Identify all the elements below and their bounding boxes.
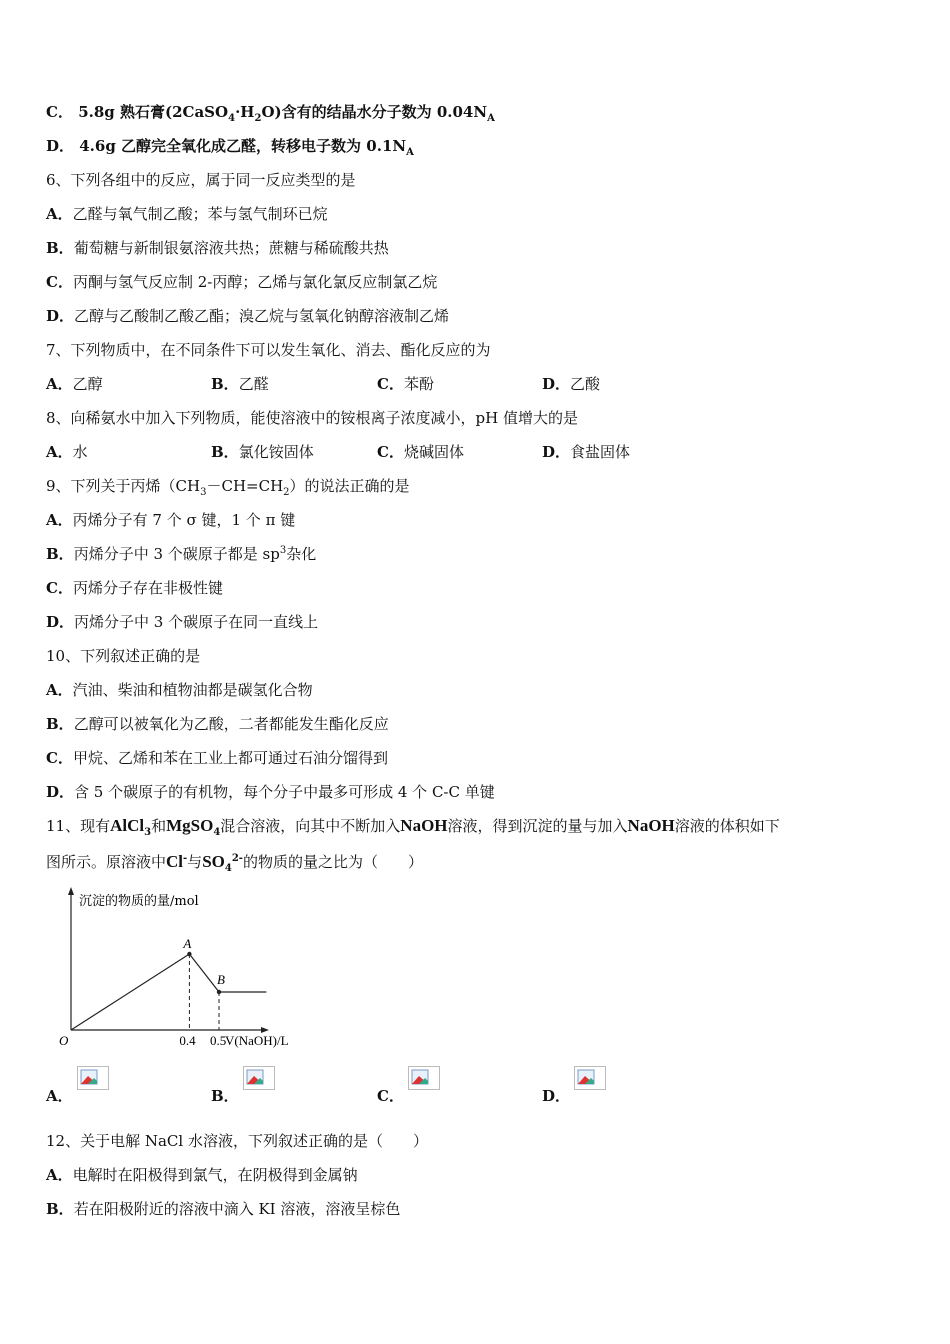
q11-option-d: D．	[542, 1086, 606, 1110]
q6-option-b: B．葡萄糖与新制银氨溶液共热；蔗糖与稀硫酸共热	[46, 239, 389, 257]
q5-option-d: D． 4.6g 乙醇完全氧化成乙醛，转移电子数为 $0.1N_A$	[46, 137, 414, 158]
q11-option-b: B．	[211, 1086, 275, 1110]
q6-option-d: D．乙醇与乙酸制乙酸乙酯；溴乙烷与氢氧化钠醇溶液制乙烯	[46, 307, 450, 325]
q12-option-b: B．若在阳极附近的溶液中滴入 KI 溶液，溶液呈棕色	[46, 1200, 401, 1218]
broken-image-icon	[408, 1066, 440, 1090]
x-tick-label-0.4: 0.4	[179, 1033, 196, 1048]
series-line-fall	[189, 954, 219, 992]
q7-stem: 7、下列物质中，在不同条件下可以发生氧化、消去、酯化反应的为	[46, 341, 491, 359]
point-b	[217, 990, 221, 994]
point-a	[187, 952, 191, 956]
q9-option-b: B．丙烯分子中 3 个碳原子都是 $sp^3$杂化	[46, 545, 317, 563]
q11-option-a: A．	[46, 1086, 109, 1110]
q7-option-c: C．苯酚	[377, 375, 434, 393]
broken-image-icon	[574, 1066, 606, 1090]
q8-option-b: B．氯化铵固体	[211, 443, 314, 461]
q7-option-b: B．乙醛	[211, 375, 269, 393]
precipitate-chart	[55, 885, 320, 1055]
point-label-b: B	[217, 972, 225, 987]
q11-option-c: C．	[377, 1086, 440, 1110]
q10-stem: 10、下列叙述正确的是	[46, 647, 201, 665]
broken-image-icon	[243, 1066, 275, 1090]
q6-option-c: C．丙酮与氢气反应制 2-丙醇；乙烯与氯化氯反应制氯乙烷	[46, 273, 438, 291]
broken-image-icon	[77, 1066, 109, 1090]
q8-option-c: C．烧碱固体	[377, 443, 464, 461]
q11-stem-line1: 11、现有AlCl$_3$和MgSO$_4$混合溶液，向其中不断加入NaOH溶液，得到沉淀的量与加入NaOH溶液的体积如下	[46, 816, 780, 838]
q12-stem: 12、关于电解 NaCl 水溶液，下列叙述正确的是（ ）	[46, 1132, 428, 1150]
q6-option-a: A．乙醛与氧气制乙酸；苯与氢气制环已烷	[46, 205, 328, 223]
q12-option-a: A．电解时在阳极得到氯气，在阴极得到金属钠	[46, 1166, 358, 1184]
q7-option-a: A．乙醇	[46, 375, 103, 393]
point-label-a: A	[183, 936, 192, 951]
series-line-rise	[71, 954, 189, 1030]
q6-stem: 6、下列各组中的反应，属于同一反应类型的是	[46, 171, 356, 189]
q10-option-b: B．乙醇可以被氧化为乙酸，二者都能发生酯化反应	[46, 715, 389, 733]
q5-option-c: C． 5.8g 熟石膏$(2CaSO_4\cdot H_2O)$含有的结晶水分子数为 $0.04N_A$	[46, 103, 495, 124]
x-axis-label: V(NaOH)/L	[225, 1033, 289, 1048]
q8-stem: 8、向稀氨水中加入下列物质，能使溶液中的铵根离子浓度减小，pH 值增大的是	[46, 409, 578, 427]
q11-stem-line2: 图所示。原溶液中Cl-与$SO_4^{2-}$的物质的量之比为（ ）	[46, 852, 423, 874]
q8-option-d: D．食盐固体	[542, 443, 631, 461]
q10-option-c: C．甲烷、乙烯和苯在工业上都可通过石油分馏得到	[46, 749, 388, 767]
q9-option-d: D．丙烯分子中 3 个碳原子在同一直线上	[46, 613, 319, 631]
q7-option-d: D．乙酸	[542, 375, 601, 393]
q9-option-c: C．丙烯分子存在非极性键	[46, 579, 223, 597]
q8-option-a: A．水	[46, 443, 88, 461]
y-axis-label: 沉淀的物质的量/mol	[79, 894, 199, 909]
q9-option-a: A．丙烯分子有 7 个 σ 键，1 个 π 键	[46, 511, 296, 529]
q10-option-d: D．含 5 个碳原子的有机物，每个分子中最多可形成 4 个 C-C 单键	[46, 783, 495, 801]
x-tick-label-0.5: 0.5	[210, 1033, 227, 1048]
q10-option-a: A．汽油、柴油和植物油都是碳氢化合物	[46, 681, 313, 699]
q9-stem: 9、下列关于丙烯$(CH_3-CH=CH_2)$的说法正确的是	[46, 477, 410, 498]
origin-label: O	[59, 1033, 69, 1048]
y-axis-arrow	[68, 887, 74, 895]
